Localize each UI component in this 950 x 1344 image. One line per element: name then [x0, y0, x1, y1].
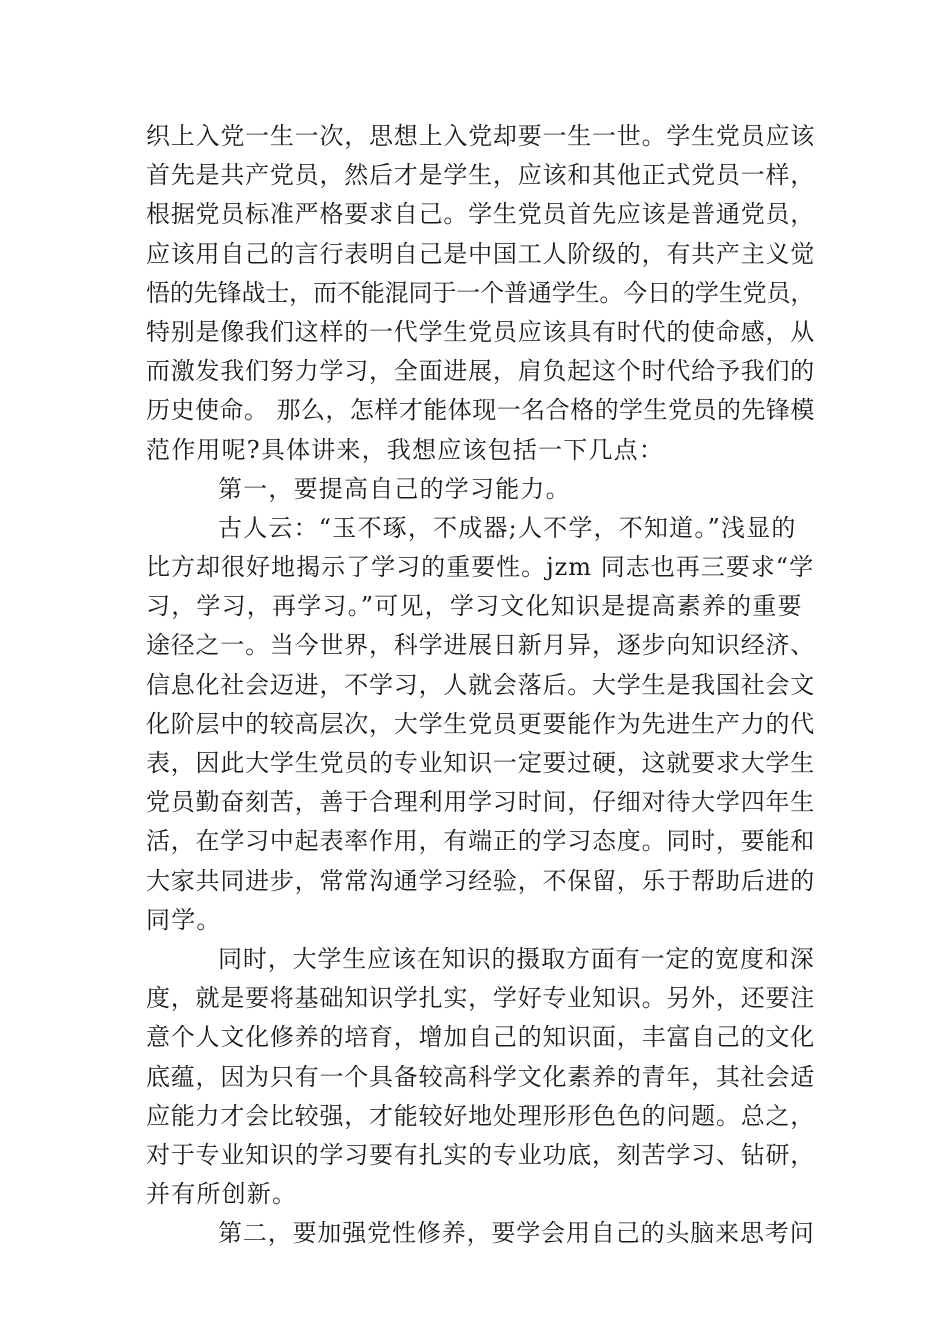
- text-line: 同学。: [146, 905, 222, 934]
- text-line: 信息化社会迈进，不学习，人就会落后。大学生是我国社会文: [146, 670, 816, 699]
- text-line: 对于专业知识的学习要有扎实的专业功底，刻苦学习、钻研，: [146, 1140, 816, 1169]
- text-line: 范作用呢?具体讲来，我想应该包括一下几点：: [146, 435, 665, 464]
- text-line: 途径之一。当今世界，科学进展日新月异，逐步向知识经济、: [146, 631, 816, 660]
- text-line: 表，因此大学生党员的专业知识一定要过硬，这就要求大学生: [146, 749, 816, 777]
- text-line: 应该用自己的言行表明自己是中国工人阶级的，有共产主义觉: [146, 239, 816, 268]
- text-line: 意个人文化修养的培育，增加自己的知识面，丰富自己的文化: [146, 1023, 816, 1052]
- text-line: 特别是像我们这样的一代学生党员应该具有时代的使命感，从: [146, 317, 816, 346]
- section-heading: 第二，要加强党性修养，要学会用自己的头脑来思考问: [218, 1219, 815, 1248]
- text-line: 比方却很好地揭示了学习的重要性。jzm 同志也再三要求“学: [146, 553, 815, 582]
- text-line: 首先是共产党员，然后才是学生，应该和其他正式党员一样，: [146, 161, 816, 190]
- text-line: 党员勤奋刻苦，善于合理利用学习时间，仔细对待大学四年生: [146, 788, 816, 817]
- body-text: [146, 117, 816, 1253]
- text-line: 底蕴，因为只有一个具备较高科学文化素养的青年，其社会适: [146, 1062, 816, 1091]
- text-line: 化阶层中的较高层次，大学生党员更要能作为先进生产力的代: [146, 709, 816, 738]
- section-heading: 第一，要提高自己的学习能力。: [218, 474, 571, 503]
- text-line: 悟的先锋战士，而不能混同于一个普通学生。今日的学生党员，: [146, 278, 815, 307]
- text-line: 活，在学习中起表率作用，有端正的学习态度。同时，要能和: [146, 827, 816, 856]
- paragraph-start-line: 同时，大学生应该在知识的摄取方面有一定的宽度和深: [218, 944, 815, 973]
- text-line: 大家共同进步，常常沟通学习经验，不保留，乐于帮助后进的: [146, 866, 816, 895]
- text-line: 织上入党一生一次，思想上入党却要一生一世。学生党员应该: [146, 122, 816, 150]
- text-line: 根据党员标准严格要求自己。学生党员首先应该是普通党员，: [146, 200, 816, 229]
- text-line: 历史使命。 那么，怎样才能体现一名合格的学生党员的先锋模: [146, 396, 815, 425]
- paragraph-start-line: 古人云：“玉不琢，不成器;人不学，不知道。”浅显的: [218, 513, 797, 542]
- text-line: 应能力才会比较强，才能较好地处理形形色色的问题。总之，: [146, 1101, 816, 1130]
- text-line: 习，学习，再学习。”可见，学习文化知识是提高素养的重要: [146, 592, 803, 621]
- text-line: 并有所创新。: [146, 1180, 298, 1209]
- text-line: 度，就是要将基础知识学扎实，学好专业知识。另外，还要注: [146, 984, 816, 1013]
- text-line: 而激发我们努力学习，全面进展，肩负起这个时代给予我们的: [146, 357, 816, 386]
